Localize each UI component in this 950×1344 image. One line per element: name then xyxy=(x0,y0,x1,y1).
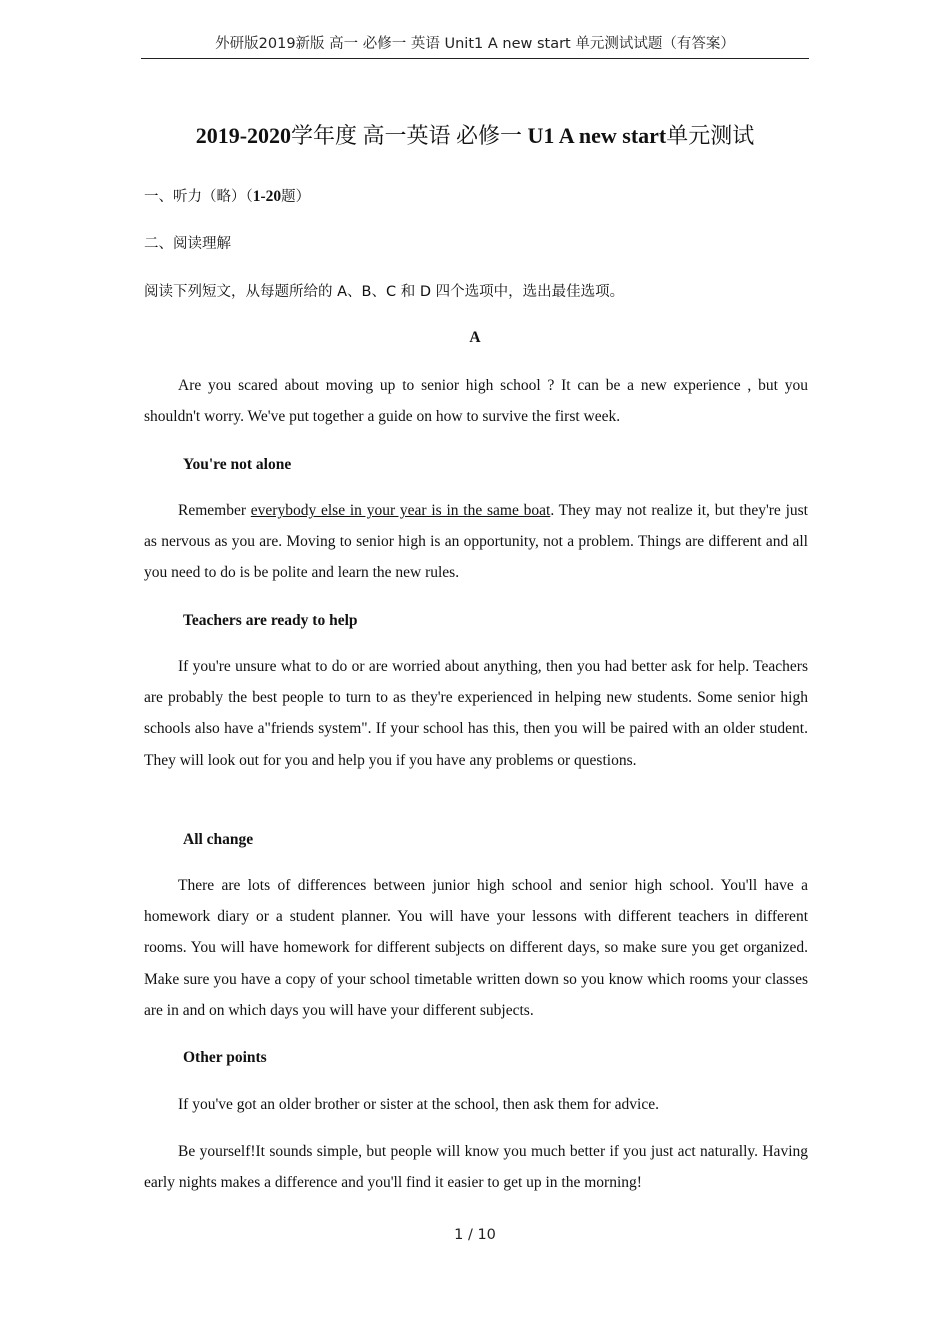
title-unit: U1 A new start xyxy=(527,123,667,148)
p1-start: Remember xyxy=(178,502,251,519)
section-listening-label: 一、听力（略）（ xyxy=(144,189,253,205)
page-number: 1 / 10 xyxy=(454,1227,496,1243)
heading-all-change: All change xyxy=(183,831,254,848)
paragraph-not-alone xyxy=(144,495,808,589)
section-listening-range: 1-20 xyxy=(252,188,282,205)
paragraph-teachers: If you're unsure what to do or are worried about anything, then you had better ask for help. Teachers are probably the best people to turn to as they're experienced in helping new students. Some senior high schools also have a"friends system". If your school has this, then you will be paired with an older student. They will look out for you and help you if you have any problems or questions. xyxy=(144,658,808,769)
heading-teachers: Teachers are ready to help xyxy=(183,612,358,629)
paragraph-be-yourself: Be yourself!It sounds simple, but people will know you much better if you just act naturally. Having early nights makes a difference and you'll find it easier to get up in the morning! xyxy=(144,1143,808,1192)
p1-rest: . They may not realize it, but they're just as nervous as you are. Moving to senior high is an opportunity, not a problem. Things are different and all you need to do is be polite and learn the new rules. xyxy=(144,502,808,582)
paragraph-older-sibling: If you've got an older brother or sister at the school, then ask them for advice. xyxy=(178,1096,659,1113)
title-part2: 单元测试 xyxy=(666,123,755,148)
title-year: 2019-2020 xyxy=(195,123,292,148)
heading-other-points: Other points xyxy=(183,1049,267,1066)
title-part1: 学年度 高一英语 必修一 xyxy=(291,123,523,148)
section-listening-tail: 题） xyxy=(281,189,311,205)
heading-not-alone: You're not alone xyxy=(183,456,292,473)
page-header: 外研版2019新版 高一 必修一 英语 Unit1 A new start 单元测试试题（有答案） xyxy=(141,34,809,59)
section-reading: 二、阅读理解 xyxy=(144,236,231,252)
passage-label: A xyxy=(469,329,481,346)
paragraph-intro: Are you scared about moving up to senior high school ? It can be a new experience , but you shouldn't worry. We've put together a guide on how to survive the first week. xyxy=(144,377,808,426)
instructions: 阅读下列短文，从每题所给的 A、B、C 和 D 四个选项中，选出最佳选项。 xyxy=(144,284,625,300)
paragraph-all-change: There are lots of differences between junior high school and senior high school. You'll have a homework diary or a student planner. You will have your lessons with different teachers in different rooms. You will have homework for different subjects on different days, so make sure you get organized. Make sure you have a copy of your school timetable written down so you know which rooms your classes are in and on which days you will have your different subjects. xyxy=(144,877,808,1019)
document-title xyxy=(141,121,809,151)
underlined-phrase: everybody else in your year is in the same boat xyxy=(250,502,551,519)
section-listening xyxy=(144,187,808,207)
